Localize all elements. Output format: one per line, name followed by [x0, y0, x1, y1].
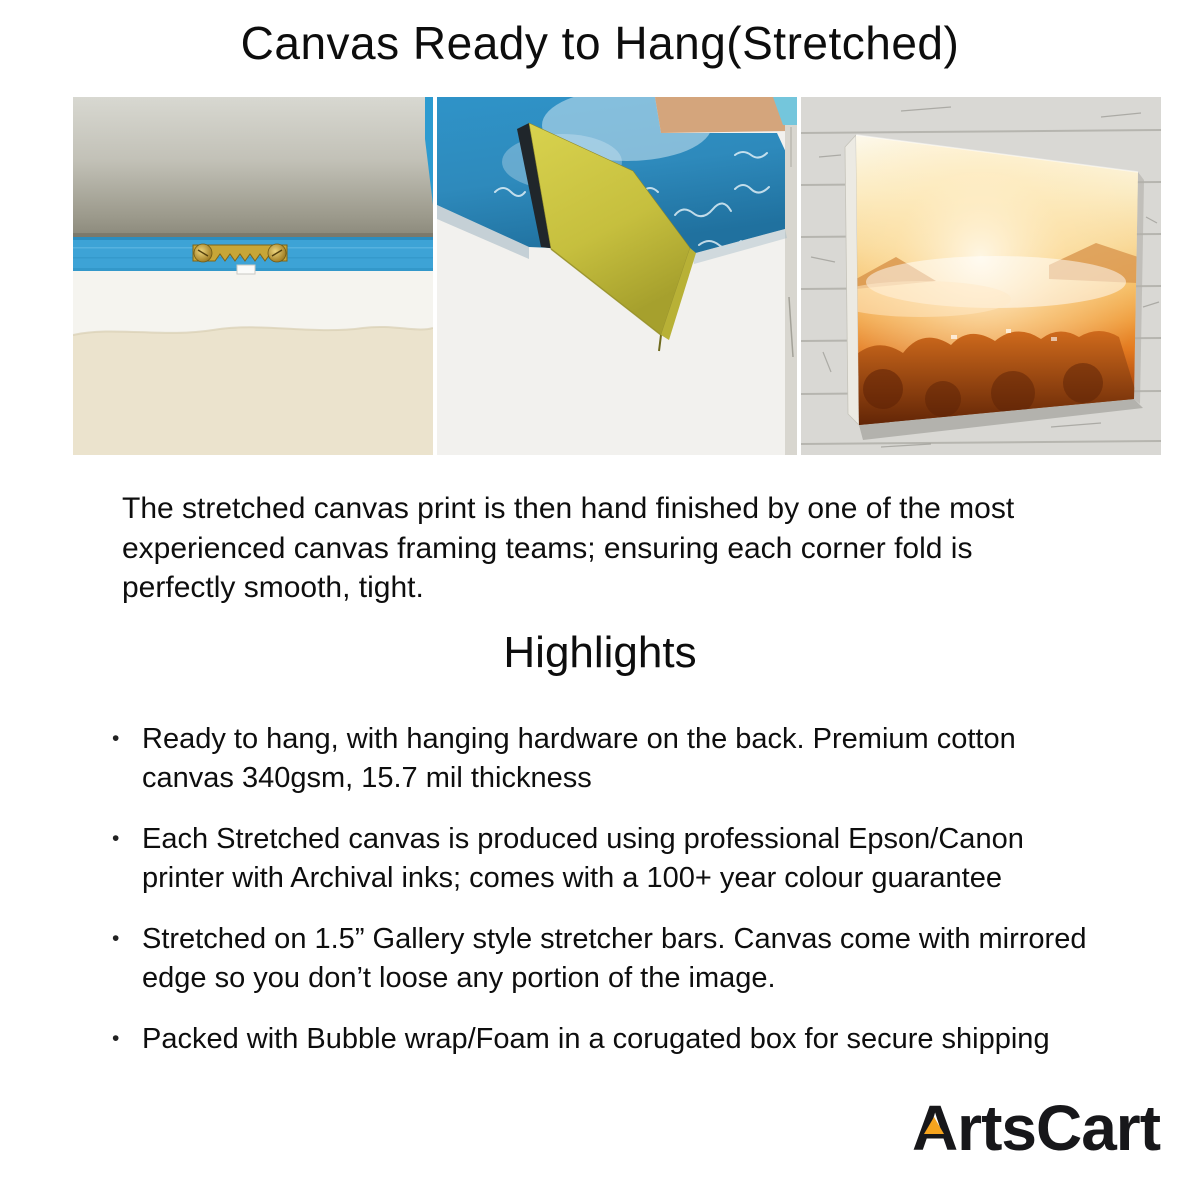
bullet-icon: • — [112, 827, 120, 851]
highlight-item-3 — [112, 920, 1122, 997]
photo-canvas-back-hardware — [73, 97, 433, 455]
highlight-text-4: Packed with Bubble wrap/Foam in a corugated box for secure shipping — [142, 1023, 1050, 1056]
bullet-icon: • — [112, 727, 120, 750]
bullet-icon: • — [112, 1027, 120, 1051]
highlights-heading: Highlights — [503, 628, 697, 677]
wall-canvas-illustration — [801, 97, 1161, 455]
corner-fold-illustration — [437, 97, 797, 455]
photo-corner-fold — [437, 97, 797, 455]
photo-canvas-on-wall — [801, 97, 1161, 455]
bullet-icon: • — [112, 927, 120, 951]
page-title: Canvas Ready to Hang(Stretched) — [240, 17, 960, 69]
logo-rest: rtsCart — [957, 1092, 1160, 1164]
canvas-back-illustration — [73, 97, 433, 455]
logo-triangle-icon — [924, 1117, 944, 1134]
hanger-notch — [237, 265, 255, 274]
photo-strip — [73, 97, 1161, 455]
highlight-item-2 — [112, 820, 1122, 897]
artscart-logo — [911, 1092, 1160, 1164]
highlight-text-2: Each Stretched canvas is produced using professional Epson/Canon printer with Archival inks; comes with a 100+ year colour guarantee — [142, 823, 1024, 894]
highlight-item-1 — [112, 720, 1122, 797]
description-paragraph: The stretched canvas print is then hand finished by one of the most experienced canvas framing teams; ensuring each corner fold is perfectly smooth, tight. — [122, 492, 1015, 605]
highlight-item-4 — [112, 1020, 1122, 1059]
logo-letter-a-glyph: A — [911, 1092, 958, 1164]
table-edge — [655, 97, 789, 133]
highlight-text-3: Stretched on 1.5” Gallery style stretcher bars. Canvas come with mirrored edge so you don’t loose any portion of the image. — [142, 923, 1087, 994]
highlight-text-1: Ready to hang, with hanging hardware on the back. Premium cotton canvas 340gsm, 15.7 mil thickness — [142, 723, 1016, 794]
highlights-list — [112, 720, 1122, 1082]
logo-letter-a — [911, 1092, 958, 1164]
